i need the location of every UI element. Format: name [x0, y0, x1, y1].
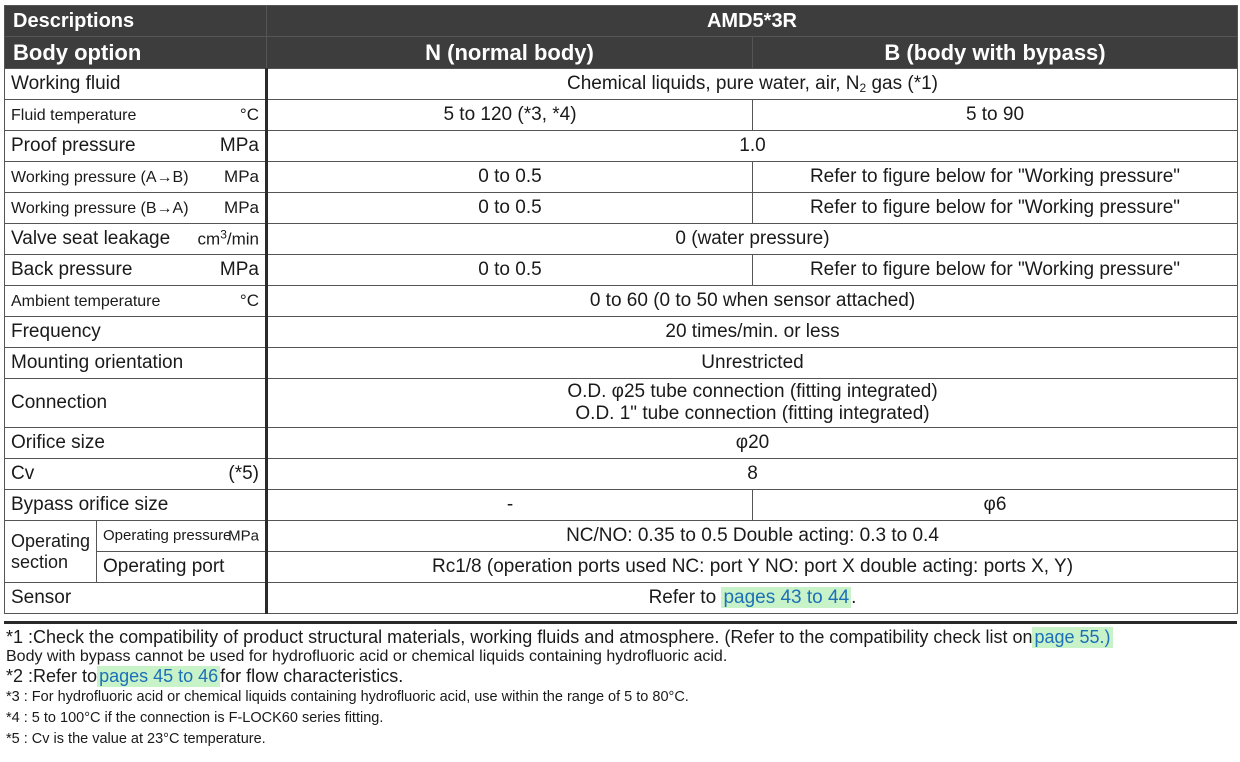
row-cv	[5, 459, 1238, 490]
connection-label: Connection	[5, 379, 267, 428]
fluid-temperature-b: 5 to 90	[753, 100, 1238, 131]
operating-section-label: Operating section	[5, 521, 97, 583]
working-pressure-ab-unit: MPa	[224, 167, 259, 187]
orifice-size-label: Orifice size	[5, 428, 267, 459]
row-operating-pressure	[5, 521, 1238, 552]
row-proof-pressure	[5, 131, 1238, 162]
flow-characteristics-link[interactable]: pages 45 to 46	[99, 666, 219, 686]
row-working-fluid	[5, 69, 1238, 100]
working-pressure-ab-label: Working pressure (A→B) MPa	[5, 162, 267, 193]
valve-seat-leakage-value: 0 (water pressure)	[267, 224, 1238, 255]
valve-seat-leakage-unit: $cm^3/\min$	[197, 227, 259, 249]
body-option-header: Body option	[5, 37, 267, 69]
valve-seat-leakage-label: Valve seat leakage $cm^3/\min$	[5, 224, 267, 255]
operating-port-label: Operating port	[97, 552, 267, 583]
footnote-5: *5 : Cv is the value at 23°C temperature.	[6, 731, 266, 747]
orifice-size-value: φ20	[267, 428, 1238, 459]
fluid-temperature-label: Fluid temperature °C	[5, 100, 267, 131]
model-header: AMD5*3R	[267, 6, 1238, 37]
operating-pressure-value: NC/NO: 0.35 to 0.5 Double acting: 0.3 to 0.4	[267, 521, 1238, 552]
back-pressure-unit: MPa	[219, 259, 259, 281]
working-pressure-ba-label: Working pressure (B→A) MPa	[5, 193, 267, 224]
footnote-2: *2 : Refer to pages 45 to 46 for flow characteristics.	[6, 666, 404, 686]
ambient-temperature-label: Ambient temperature °C	[5, 286, 267, 317]
cv-note-ref: (*5)	[228, 463, 259, 485]
descriptions-header: Descriptions	[5, 6, 267, 37]
working-pressure-ba-unit: MPa	[224, 198, 259, 218]
row-bypass-orifice-size	[5, 490, 1238, 521]
proof-pressure-label: Proof pressure MPa	[5, 131, 267, 162]
frequency-label: Frequency	[5, 317, 267, 348]
row-fluid-temperature	[5, 100, 1238, 131]
working-fluid-value: Chemical liquids, pure water, air, $N_2$ gas (*1)	[267, 69, 1238, 100]
operating-pressure-unit: MPa	[228, 527, 259, 545]
footnote-1: *1 : Check the compatibility of product structural materials, working fluids and atmosphere. (Refer to the compatibility check list on page 55.)	[6, 627, 1111, 647]
footnote-3: *3 : For hydrofluoric acid or chemical liquids containing hydrofluoric acid, use within the range of 5 to 80°C.	[6, 689, 689, 705]
row-operating-port	[5, 552, 1238, 583]
connection-value	[267, 379, 1238, 428]
row-valve-seat-leakage	[5, 224, 1238, 255]
cv-label: Cv (*5)	[5, 459, 267, 490]
header-row-descriptions	[5, 6, 1238, 37]
frequency-value: 20 times/min. or less	[267, 317, 1238, 348]
working-fluid-label: Working fluid	[5, 69, 267, 100]
ambient-temperature-value: 0 to 60 (0 to 50 when sensor attached)	[267, 286, 1238, 317]
row-back-pressure	[5, 255, 1238, 286]
connection-line-2: O.D. 1" tube connection (fitting integrated)	[575, 403, 930, 424]
bypass-orifice-size-b: φ6	[753, 490, 1238, 521]
bypass-body-header: B (body with bypass)	[753, 37, 1238, 69]
row-frequency	[5, 317, 1238, 348]
normal-body-header: N (normal body)	[267, 37, 753, 69]
row-ambient-temperature	[5, 286, 1238, 317]
fluid-temperature-n: 5 to 120 (*3, *4)	[267, 100, 753, 131]
header-row-body-option	[5, 37, 1238, 69]
working-pressure-ab-n: 0 to 0.5	[267, 162, 753, 193]
cv-value: 8	[267, 459, 1238, 490]
fluid-temperature-unit: °C	[239, 105, 259, 125]
working-pressure-ba-n: 0 to 0.5	[267, 193, 753, 224]
footnotes	[6, 627, 1234, 750]
table-bottom-rule	[4, 621, 1237, 624]
footnote-1-continued: Body with bypass cannot be used for hydrofluoric acid or chemical liquids containing hydrofluoric acid.	[6, 648, 728, 665]
working-pressure-ba-b: Refer to figure below for "Working pressure"	[753, 193, 1238, 224]
mounting-orientation-value: Unrestricted	[267, 348, 1238, 379]
row-connection	[5, 379, 1238, 428]
proof-pressure-unit: MPa	[219, 135, 259, 157]
row-working-pressure-ab	[5, 162, 1238, 193]
connection-line-1: O.D. φ25 tube connection (fitting integrated)	[567, 381, 938, 403]
row-working-pressure-ba	[5, 193, 1238, 224]
row-orifice-size	[5, 428, 1238, 459]
row-mounting-orientation	[5, 348, 1238, 379]
working-pressure-ab-b: Refer to figure below for "Working pressure"	[753, 162, 1238, 193]
bypass-orifice-size-label: Bypass orifice size	[5, 490, 267, 521]
bypass-orifice-size-n: -	[267, 490, 753, 521]
footnote-4: *4 : 5 to 100°C if the connection is F-LOCK60 series fitting.	[6, 710, 384, 726]
spec-table	[4, 5, 1238, 614]
mounting-orientation-label: Mounting orientation	[5, 348, 267, 379]
row-sensor	[5, 583, 1238, 614]
operating-pressure-label: Operating pressure MPa	[97, 521, 267, 552]
compatibility-page-link[interactable]: page 55.)	[1034, 627, 1111, 647]
sensor-value: Refer to pages 43 to 44 .	[267, 583, 1238, 614]
back-pressure-b: Refer to figure below for "Working pressure"	[753, 255, 1238, 286]
back-pressure-label: Back pressure MPa	[5, 255, 267, 286]
proof-pressure-value: 1.0	[267, 131, 1238, 162]
operating-port-value: Rc1/8 (operation ports used NC: port Y NO: port X double acting: ports X, Y)	[267, 552, 1238, 583]
ambient-temperature-unit: °C	[239, 291, 259, 311]
back-pressure-n: 0 to 0.5	[267, 255, 753, 286]
sensor-label: Sensor	[5, 583, 267, 614]
sensor-pages-link[interactable]: pages 43 to 44	[723, 587, 850, 609]
